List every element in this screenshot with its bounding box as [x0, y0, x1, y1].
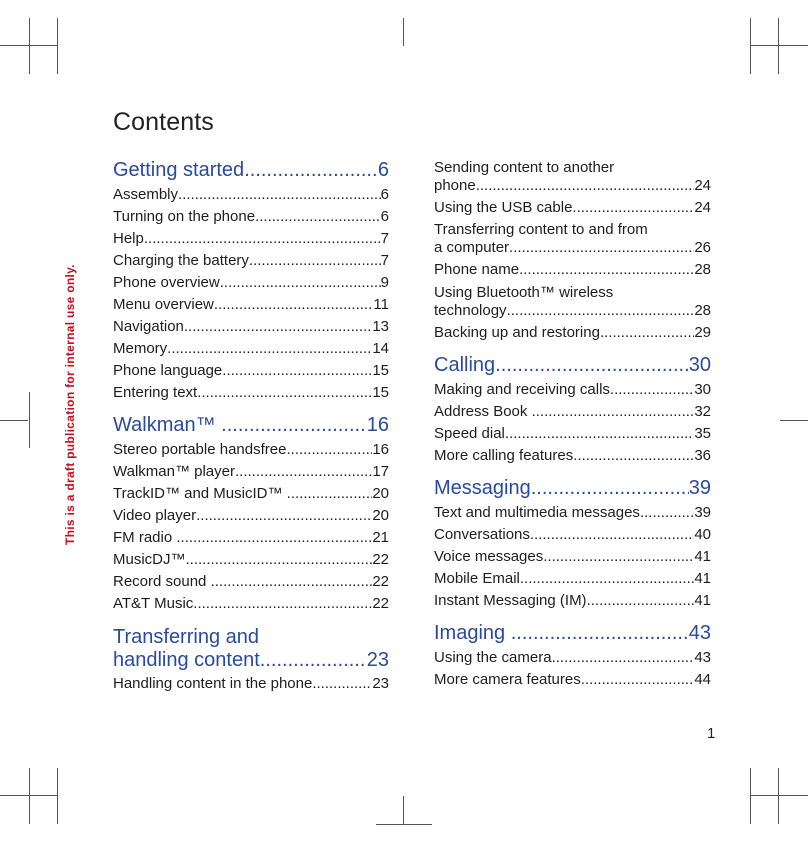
toc-entry[interactable] [434, 381, 711, 399]
section-page: 39 [688, 477, 711, 499]
toc-entry[interactable] [434, 199, 711, 217]
entry-title: Backing up and restoring [434, 324, 600, 341]
crop-mark [403, 796, 404, 824]
section-page: 16 [366, 414, 389, 436]
toc-entry[interactable] [434, 302, 711, 320]
entry-page: 17 [372, 463, 389, 480]
dot-leader [197, 384, 372, 402]
crop-mark [0, 420, 28, 421]
dot-leader [144, 230, 381, 248]
page-title: Contents [113, 108, 214, 136]
entry-title: Memory [113, 340, 168, 357]
dot-leader [573, 447, 694, 465]
dot-leader [543, 548, 694, 566]
entry-page: 43 [694, 649, 711, 666]
dot-leader [222, 362, 372, 380]
crop-mark [29, 18, 30, 74]
dot-leader [244, 159, 378, 182]
entry-page: 21 [372, 529, 389, 546]
crop-mark [750, 18, 751, 74]
toc-entry[interactable] [113, 463, 389, 481]
entry-title: Entering text [113, 384, 198, 401]
toc-entry[interactable] [434, 324, 711, 342]
crop-mark [57, 768, 58, 824]
dot-leader [312, 675, 372, 693]
section-title: Imaging [434, 622, 511, 644]
dot-leader [511, 622, 689, 645]
toc-entry[interactable] [113, 362, 389, 380]
entry-title: Using Bluetooth™ wireless [434, 284, 614, 301]
entry-title: Turning on the phone [113, 208, 256, 225]
dot-leader [178, 186, 381, 204]
dot-leader [640, 504, 694, 522]
section-title: Walkman™ [113, 414, 222, 436]
dot-leader [572, 199, 694, 217]
entry-page: 11 [373, 296, 389, 313]
entry-title: Sending content to another [434, 159, 615, 176]
dot-leader [519, 261, 694, 279]
toc-section-heading[interactable] [434, 354, 711, 377]
crop-mark [780, 420, 808, 421]
toc-entry[interactable] [434, 403, 711, 421]
toc-entry[interactable] [113, 252, 389, 270]
entry-title: Phone name [434, 261, 520, 278]
dot-leader [287, 485, 373, 503]
dot-leader [220, 274, 381, 292]
entry-page: 20 [372, 485, 389, 502]
draft-notice: This is a draft publication for internal use only. [63, 264, 77, 545]
entry-title: Video player [113, 507, 197, 524]
entry-page: 28 [694, 261, 711, 278]
entry-page: 7 [380, 230, 389, 247]
entry-title: FM radio [113, 529, 177, 546]
entry-title: Voice messages [434, 548, 544, 565]
crop-mark [403, 18, 404, 46]
toc-entry[interactable] [434, 526, 711, 544]
entry-title: Handling content in the phone [113, 675, 313, 692]
toc-entry[interactable] [434, 239, 711, 257]
crop-mark [29, 392, 30, 448]
section-title: Transferring and [113, 626, 259, 648]
toc-entry[interactable] [434, 425, 711, 443]
dot-leader [167, 340, 372, 358]
entry-title: Making and receiving calls [434, 381, 610, 398]
toc-entry[interactable] [434, 548, 711, 566]
dot-leader [260, 649, 367, 672]
entry-page: 36 [694, 447, 711, 464]
entry-title: AT&T Music [113, 595, 194, 612]
entry-page: 16 [372, 441, 389, 458]
entry-page: 30 [694, 381, 711, 398]
dot-leader [255, 208, 381, 226]
toc-entry-line1[interactable] [434, 221, 711, 239]
toc-entry[interactable] [113, 485, 389, 503]
dot-leader [505, 425, 694, 443]
entry-title: Assembly [113, 186, 179, 203]
entry-title: Navigation [113, 318, 184, 335]
section-page: 43 [688, 622, 711, 644]
dot-leader [610, 381, 694, 399]
crop-mark [750, 768, 751, 824]
toc-entry[interactable] [113, 186, 389, 204]
entry-page: 22 [372, 573, 389, 590]
toc-entry[interactable] [434, 592, 711, 610]
entry-page: 32 [694, 403, 711, 420]
dot-leader [520, 570, 694, 588]
entry-page: 6 [380, 208, 389, 225]
entry-page: 24 [694, 177, 711, 194]
toc-entry[interactable] [434, 261, 711, 279]
entry-title: Phone language [113, 362, 223, 379]
entry-title: Mobile Email [434, 570, 520, 587]
section-page: 30 [688, 354, 711, 376]
toc-entry[interactable] [434, 177, 711, 195]
toc-entry-line1[interactable] [434, 284, 711, 302]
entry-page: 23 [372, 675, 389, 692]
dot-leader [587, 592, 695, 610]
crop-mark [778, 768, 779, 824]
crop-mark [57, 18, 58, 74]
entry-title: Menu overview [113, 296, 214, 313]
crop-mark [778, 18, 779, 74]
entry-title: Using the USB cable [434, 199, 573, 216]
dot-leader [221, 414, 367, 437]
entry-page: 41 [694, 570, 711, 587]
entry-title: Help [113, 230, 144, 247]
entry-page: 28 [694, 302, 711, 319]
toc-entry[interactable] [113, 230, 389, 248]
toc-section-heading[interactable] [434, 622, 711, 645]
toc-entry[interactable] [434, 570, 711, 588]
entry-page: 41 [694, 592, 711, 609]
entry-page: 13 [372, 318, 389, 335]
entry-title: Text and multimedia messages [434, 504, 640, 521]
toc-entry[interactable] [113, 384, 389, 402]
toc-section-heading[interactable] [434, 477, 711, 500]
toc-entry[interactable] [434, 649, 711, 667]
entry-title: More camera features [434, 671, 581, 688]
entry-title: technology [434, 302, 507, 319]
toc-entry[interactable] [434, 447, 711, 465]
section-page: 6 [377, 159, 389, 181]
entry-page: 14 [372, 340, 389, 357]
crop-mark [29, 768, 30, 824]
section-page: 23 [366, 649, 389, 671]
toc-entry[interactable] [113, 340, 389, 358]
dot-leader [249, 252, 381, 270]
toc-entry[interactable] [113, 529, 389, 547]
toc-section-heading[interactable] [113, 649, 389, 672]
toc-entry[interactable] [113, 595, 389, 613]
entry-title: MusicDJ™ [113, 551, 186, 568]
dot-leader [581, 671, 695, 689]
entry-title: Address Book [434, 403, 532, 420]
dot-leader [552, 649, 695, 667]
dot-leader [184, 318, 372, 336]
section-title: Messaging [434, 477, 531, 499]
entry-page: 29 [694, 324, 711, 341]
entry-title: Stereo portable handsfree [113, 441, 287, 458]
toc-entry[interactable] [113, 551, 389, 569]
crop-mark [750, 795, 808, 796]
entry-title: phone [434, 177, 476, 194]
toc-entry[interactable] [113, 208, 389, 226]
toc-entry[interactable] [113, 441, 389, 459]
entry-page: 15 [372, 384, 389, 401]
entry-title: Using the camera [434, 649, 552, 666]
dot-leader [186, 551, 373, 569]
entry-title: Charging the battery [113, 252, 249, 269]
dot-leader [509, 239, 694, 257]
dot-leader [476, 177, 695, 195]
toc-entry[interactable] [113, 573, 389, 591]
toc-entry[interactable] [113, 318, 389, 336]
entry-title: TrackID™ and MusicID™ [113, 485, 287, 502]
dot-leader [495, 354, 689, 377]
entry-page: 6 [380, 186, 389, 203]
entry-title: a computer [434, 239, 510, 256]
entry-page: 35 [694, 425, 711, 442]
entry-page: 44 [694, 671, 711, 688]
dot-leader [211, 573, 373, 591]
crop-mark [376, 824, 432, 825]
entry-page: 22 [372, 595, 389, 612]
entry-title: Instant Messaging (IM) [434, 592, 587, 609]
dot-leader [235, 463, 372, 481]
toc-section-heading[interactable] [113, 159, 389, 182]
toc-entry[interactable] [113, 296, 389, 314]
entry-title: Conversations [434, 526, 530, 543]
toc-entry[interactable] [113, 675, 389, 693]
toc-entry[interactable] [434, 671, 711, 689]
entry-title: Transferring content to and from [434, 221, 648, 238]
entry-title: Walkman™ player [113, 463, 235, 480]
entry-title: Phone overview [113, 274, 220, 291]
entry-page: 40 [694, 526, 711, 543]
crop-mark [750, 45, 808, 46]
toc-entry[interactable] [113, 274, 389, 292]
dot-leader [176, 529, 372, 547]
entry-page: 22 [372, 551, 389, 568]
entry-page: 39 [694, 504, 711, 521]
entry-page: 26 [694, 239, 711, 256]
entry-page: 7 [380, 252, 389, 269]
dot-leader [196, 507, 372, 525]
entry-page: 24 [694, 199, 711, 216]
section-title: handling content [113, 649, 260, 671]
entry-page: 41 [694, 548, 711, 565]
entry-page: 9 [380, 274, 389, 291]
toc-section-heading-line1[interactable] [113, 626, 389, 649]
entry-page: 20 [372, 507, 389, 524]
dot-leader [530, 526, 694, 544]
toc-entry[interactable] [434, 504, 711, 522]
dot-leader [532, 403, 695, 421]
toc-entry-line1[interactable] [434, 159, 711, 177]
entry-title: Record sound [113, 573, 211, 590]
dot-leader [531, 477, 689, 500]
dot-leader [214, 296, 374, 314]
toc-section-heading[interactable] [113, 414, 389, 437]
dot-leader [507, 302, 695, 320]
dot-leader [600, 324, 694, 342]
entry-page: 15 [372, 362, 389, 379]
dot-leader [286, 441, 372, 459]
entry-title: More calling features [434, 447, 574, 464]
section-title: Calling [434, 354, 496, 376]
dot-leader [193, 595, 372, 613]
entry-title: Speed dial [434, 425, 505, 442]
section-title: Getting started [113, 159, 245, 181]
page-number: 1 [707, 725, 716, 742]
toc-entry[interactable] [113, 507, 389, 525]
